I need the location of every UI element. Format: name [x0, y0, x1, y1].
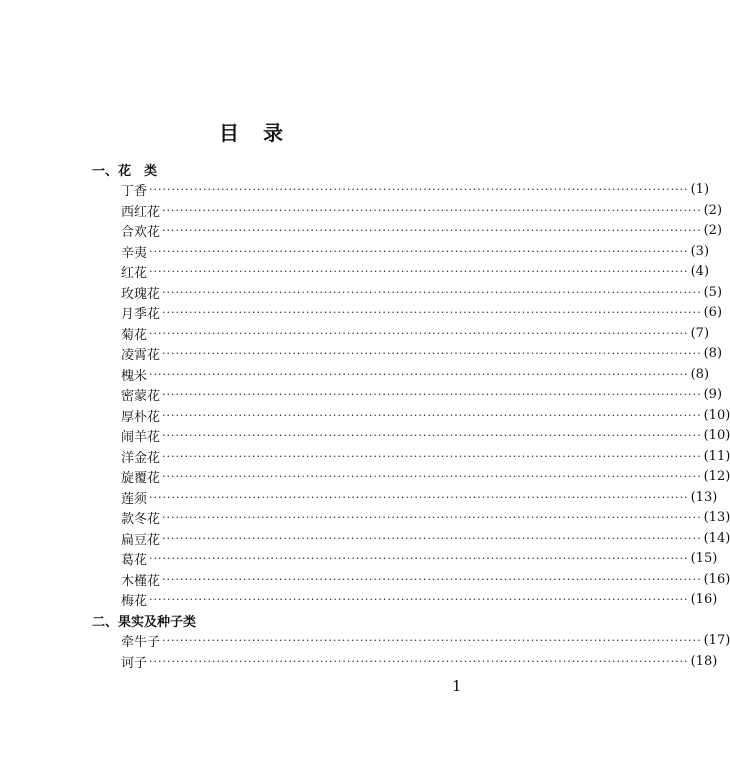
dot-leader: ························································································································	[162, 408, 702, 422]
dot-leader: ························································································································	[149, 593, 689, 606]
entry-page: (18)	[690, 653, 718, 669]
dot-leader: ························································································································	[149, 326, 689, 340]
toc-entry	[121, 365, 710, 384]
entry-page: (16)	[690, 592, 718, 607]
entry-page: (16)	[703, 571, 730, 587]
toc-entry	[121, 591, 718, 609]
entry-page: (13)	[703, 510, 730, 525]
dot-leader: ························································································································	[149, 654, 689, 668]
entry-page: (4)	[690, 264, 710, 279]
toc-entry	[121, 283, 723, 302]
entry-page: (15)	[690, 551, 718, 566]
page-title: 目 录	[219, 121, 285, 145]
dot-leader: ························································································································	[162, 470, 702, 483]
toc-entry	[121, 529, 730, 548]
dot-leader: ························································································································	[162, 531, 702, 545]
entry-page: (5)	[703, 284, 723, 300]
entry-page: (13)	[690, 489, 718, 505]
toc-entry	[121, 242, 710, 261]
entry-title: 牵牛子	[121, 635, 161, 650]
entry-title: 旋覆花	[121, 471, 161, 486]
entry-page: (6)	[703, 305, 723, 320]
dot-leader: ························································································································	[162, 224, 702, 237]
section-heading: 二、果实及种子类	[92, 615, 197, 630]
entry-page: (8)	[690, 366, 710, 382]
page-number: 1	[452, 677, 462, 695]
dot-leader: ························································································································	[149, 265, 689, 278]
toc-entry	[121, 406, 730, 425]
dot-leader: ························································································································	[162, 449, 702, 463]
entry-page: (7)	[690, 325, 710, 341]
entry-title: 款冬花	[121, 512, 161, 527]
toc-entry	[121, 386, 723, 404]
toc-entry	[121, 181, 710, 199]
dot-leader: ························································································································	[149, 244, 689, 258]
entry-page: (1)	[690, 182, 710, 197]
dot-leader: ························································································································	[162, 511, 702, 524]
dot-leader: ························································································································	[162, 388, 702, 401]
entry-title: 闹羊花	[121, 430, 161, 445]
entry-page: (3)	[690, 243, 710, 259]
toc-entry	[121, 222, 723, 240]
toc-entry	[121, 447, 730, 466]
dot-leader: ························································································································	[162, 634, 702, 647]
dot-leader: ························································································································	[149, 183, 689, 196]
toc-entry	[121, 345, 723, 363]
entry-title: 菊花	[121, 327, 148, 343]
entry-title: 葛花	[121, 553, 148, 568]
dot-leader: ························································································································	[162, 285, 702, 299]
dot-leader: ························································································································	[162, 429, 702, 442]
dot-leader: ························································································································	[162, 306, 702, 319]
entry-page: (10)	[703, 428, 730, 443]
dot-leader: ························································································································	[149, 367, 689, 381]
entry-title: 月季花	[121, 307, 161, 322]
entry-page: (2)	[703, 202, 723, 218]
entry-title: 洋金花	[121, 450, 161, 466]
dot-leader: ························································································································	[149, 552, 689, 565]
toc-entry	[121, 201, 723, 220]
entry-title: 红花	[121, 266, 148, 281]
entry-title: 辛夷	[121, 245, 148, 261]
entry-page: (10)	[703, 407, 730, 423]
entry-title: 凌霄花	[121, 348, 161, 363]
entry-title: 厚朴花	[121, 409, 161, 425]
dot-leader: ························································································································	[162, 347, 702, 360]
toc-entry	[121, 550, 718, 568]
entry-page: (11)	[703, 448, 730, 464]
entry-title: 玫瑰花	[121, 286, 161, 302]
section-heading: 一、花 类	[92, 164, 158, 179]
entry-title: 槐米	[121, 368, 148, 384]
entry-title: 扁豆花	[121, 532, 161, 548]
entry-title: 木槿花	[121, 573, 161, 589]
entry-page: (12)	[703, 469, 730, 484]
toc-entry	[121, 304, 723, 322]
entry-page: (17)	[703, 633, 730, 648]
entry-page: (8)	[703, 346, 723, 361]
dot-leader: ························································································································	[162, 572, 702, 586]
entry-page: (2)	[703, 223, 723, 238]
entry-title: 丁香	[121, 184, 148, 199]
toc-entry	[121, 570, 730, 589]
dot-leader: ························································································································	[149, 490, 689, 504]
entry-title: 合欢花	[121, 225, 161, 240]
toc-entry	[121, 488, 718, 507]
toc-entry	[121, 427, 730, 445]
toc-entry	[121, 324, 710, 343]
toc-entry	[121, 652, 718, 671]
entry-page: (9)	[703, 387, 723, 402]
entry-title: 梅花	[121, 594, 148, 609]
toc-entry	[121, 468, 730, 486]
toc-entry	[121, 263, 710, 281]
entry-title: 诃子	[121, 655, 148, 671]
toc-entry	[121, 632, 730, 650]
entry-title: 莲须	[121, 491, 148, 507]
toc-entry	[121, 509, 730, 527]
dot-leader: ························································································································	[162, 203, 702, 217]
entry-title: 密蒙花	[121, 389, 161, 404]
entry-title: 西红花	[121, 204, 161, 220]
entry-page: (14)	[703, 530, 730, 546]
